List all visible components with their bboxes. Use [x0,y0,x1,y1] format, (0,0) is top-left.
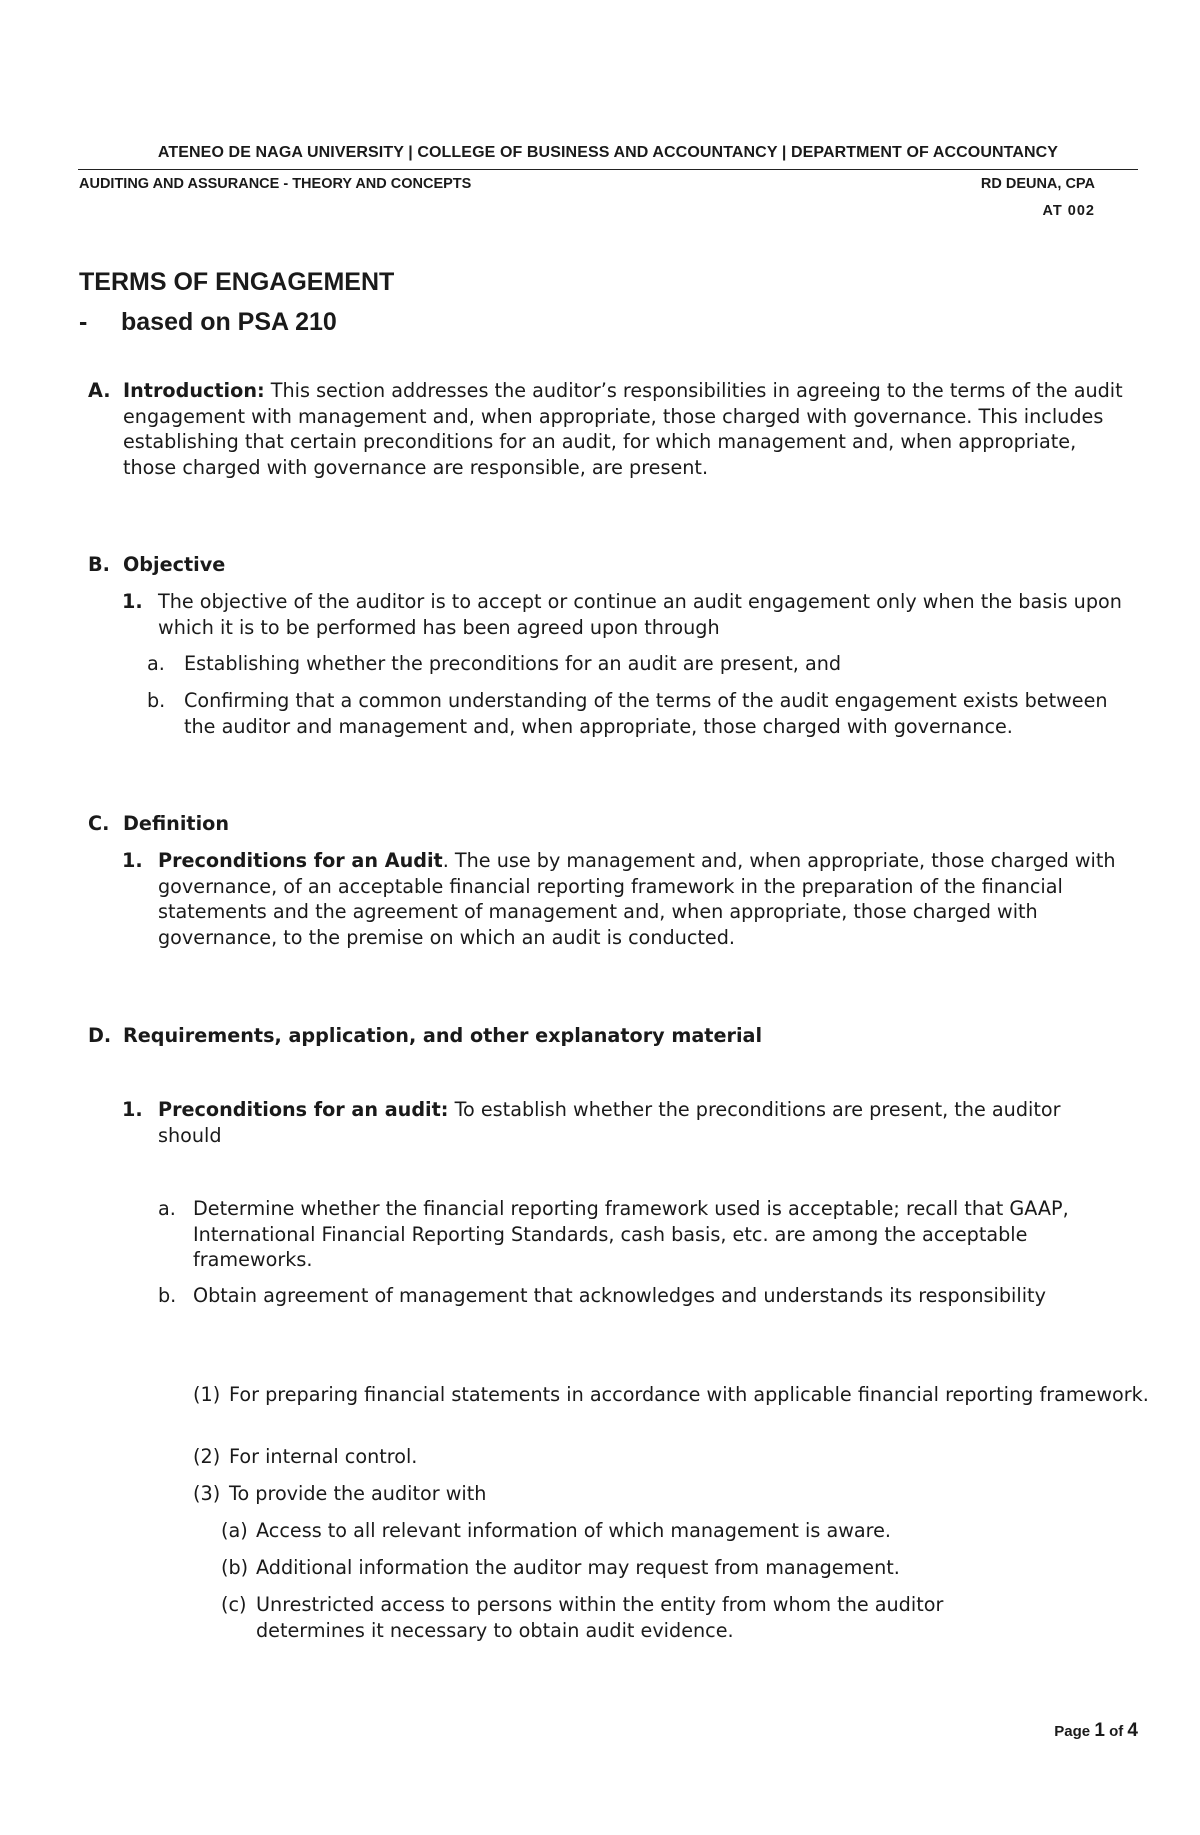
section-d-sub-a-label: a. [158,1197,176,1220]
section-d-item1-paragraph [158,1097,1118,1148]
section-d-sub-b-label: b. [158,1284,177,1307]
section-d-point1-label: (1) [193,1383,221,1406]
section-a-text: This section addresses the auditor’s responsibilities in agreeing to the terms of the audit engagement with management and, when appropriate, those charged with governance. This includes establishing that certain preconditions for an audit, for which management and, when appropriate, those charged with governance are responsible, are present. [123,379,1123,479]
section-d-point2-text: For internal control. [229,1445,418,1468]
section-d-subpoint-c-label: (c) [221,1593,247,1616]
document-title: TERMS OF ENGAGEMENT [79,268,395,296]
section-d-point3-text: To provide the auditor with [229,1482,487,1505]
section-c-item1-number: 1. [122,849,143,872]
header-author: RD DEUNA, CPA [980,176,1095,192]
section-b-item1-text: The objective of the auditor is to accept or continue an audit engagement only when the basis upon which it is to be performed has been agreed upon through [158,590,1122,639]
section-d-letter: D. [88,1024,112,1047]
section-c-letter: C. [88,812,110,835]
header-institution: ATENEO DE NAGA UNIVERSITY | COLLEGE OF BUSINESS AND ACCOUNTANCY | DEPARTMENT OF ACCOUNTANCY [157,144,1059,161]
page-current: 1 [1094,1720,1105,1741]
section-d-subpoint-b-label: (b) [221,1556,249,1579]
section-d-item1-number: 1. [122,1098,143,1121]
page-word: Page [1054,1723,1091,1740]
section-d-sub-a-text: Determine whether the financial reporting framework used is acceptable; recall that GAAP, International Financial Reporting Standards, cash basis, etc. are among the acceptable frameworks. [193,1197,1069,1271]
page-number [1054,1720,1138,1742]
section-b-heading: Objective [123,553,226,576]
section-c-item1-paragraph [158,848,1118,950]
section-d-sub-b-text: Obtain agreement of management that acknowledges and understands its responsibility [193,1284,1046,1307]
section-b-sub-a-label: a. [147,652,165,675]
section-d-subpoint-a-label: (a) [221,1519,248,1542]
section-d-subpoint-c-text: Unrestricted access to persons within the entity from whom the auditor determines it necessary to obtain audit evidence. [256,1593,944,1642]
section-a-paragraph [123,378,1123,480]
section-d-subpoint-a-text: Access to all relevant information of which management is aware. [256,1519,892,1542]
subtitle-text: based on PSA 210 [121,308,337,336]
section-a-heading: Introduction: [123,379,265,402]
section-a-letter: A. [88,379,111,402]
section-d-subpoint-b-text: Additional information the auditor may request from management. [256,1556,900,1579]
section-b-item1-number: 1. [122,590,143,613]
subtitle-dash: - [79,308,88,336]
section-b-sub-a-text: Establishing whether the preconditions for an audit are present, and [184,652,842,675]
header-code: AT 002 [1042,203,1095,219]
section-b-letter: B. [88,553,110,576]
section-c-item1-text: . The use by management and, when appropriate, those charged with governance, of an acceptable financial reporting framework in the preparation of the financial statements and the agreement of management and, when appropriate, those charged with governance, to the premise on which an audit is conducted. [158,849,1116,949]
section-b-sub-b-text: Confirming that a common understanding of the terms of the audit engagement exists between the auditor and management and, when appropriate, those charged with governance. [184,689,1108,738]
section-d-point1-text: For preparing financial statements in accordance with applicable financial reporting framework. [229,1383,1149,1406]
section-c-item1-heading: Preconditions for an Audit [158,849,443,872]
section-d-item1-text: To establish whether the preconditions are present, the auditor should [158,1098,1061,1147]
section-c-heading: Definition [123,812,229,835]
section-d-point2-label: (2) [193,1445,221,1468]
header-course: AUDITING AND ASSURANCE - THEORY AND CONCEPTS [79,176,472,192]
section-d-point3-label: (3) [193,1482,221,1505]
page-total: 4 [1127,1720,1138,1741]
section-d-heading: Requirements, application, and other explanatory material [123,1024,763,1047]
section-d-item1-heading: Preconditions for an audit: [158,1098,449,1121]
section-b-sub-b-label: b. [147,689,166,712]
document-subtitle [79,308,337,337]
page-of-word: of [1109,1723,1124,1740]
header-rule [78,169,1138,170]
